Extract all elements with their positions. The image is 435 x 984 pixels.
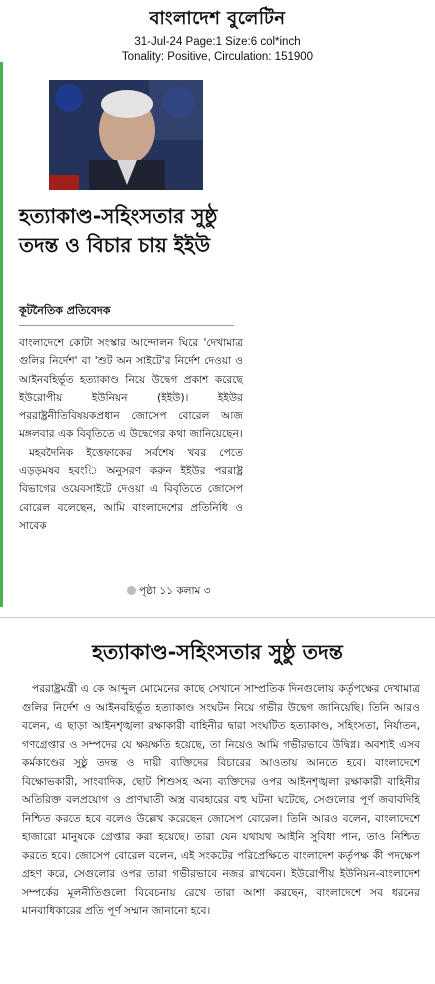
article-paragraph: মহবদৈনিক ইত্তেফাকের সর্বশেষ খবর পেতে এড়ড়মষব হবংি অনুসরণ করুন ইইউর পররাষ্ট্র বিভাগের ওয়েবসাইটে দেওয়া এ বিবৃতিতে জোসেপ বোরেল বলেছেন, আমি বাংলাদেশের প্রতিনিধি ও সাবেক [19, 446, 243, 532]
front-page-clip [0, 62, 248, 607]
newspaper-name: বাংলাদেশ বুলেটিন [149, 8, 286, 29]
continuation-body: পররাষ্ট্রমন্ত্রী এ কে আব্দুল মোমেনের কাছে সেখানে সাম্প্রতিক দিনগুলোয় কর্তৃপক্ষের দেখামাত্র গুলির নির্দেশ ও আইনবহির্ভূত হত্যাকাণ্ড সংঘটন নিয়ে গভীর উদ্বেগ জানিয়েছি। তিনি আরও বলেন, এ ছাড়া আইনশৃঙ্খলা রক্ষাকারী বাহিনীর দ্বারা সংঘটিত হত্যাকাণ্ড, সহিংসতা, নির্যাতন, গণগ্রেপ্তার ও সম্পদের যে ক্ষয়ক্ষতি হয়েছে, তা নিয়েও আমি গভীরভাবে উদ্বিগ্ন। অবশ্যই এসব কর্মকাণ্ডের সুষ্ঠু তদন্ত ও দায়ী ব্যক্তিদের বিচারের আওতায় আনতে হবে। বাংলাদেশে বিক্ষোভকারী, সাংবাদিক, ছোট শিশুসহ অন্য ব্যক্তিদের ওপর আইনশৃঙ্খলা রক্ষাকারী বাহিনীর অতিরিক্ত বলপ্রয়োগ ও প্রাণঘাতী অস্ত্র ব্যবহারের বহু ঘটনা ঘটেছে, সেগুলোর পূর্ণ জবাবদিহি নিশ্চিত করতে হবে বলেও উল্লেখ করেছেন জোসেপ বোরেল। তিনি আরও বলেন, বাংলাদেশে হাজারো মানুষকে গ্রেপ্তার করা হয়েছে। তারা যেন যথাযথ আইনি সুবিধা পান, তাও নিশ্চিত করতে হবে। জোসেপ বোরেল বলেন, এই সংকটের পরিপ্রেক্ষিতে বাংলাদেশ কর্তৃপক্ষ কী পদক্ষেপ গ্রহণ করে, সেগুলোর ওপর তারা গভীরভাবে নজর রাখবেন। ইউরোপীয় ইউনিয়ন-বাংলাদেশ সম্পর্কের মূলনীতিগুলো বিবেচনায় রেখে তারা আশা করছেন, বাংলাদেশে সব ধরনের মানবাধিকারের প্রতি পূর্ণ সম্মান জানানো হবে। [22, 683, 420, 917]
continuation-text: পৃষ্ঠা ১১ কলাম ৩ [139, 585, 211, 597]
continuation-note [127, 584, 211, 601]
headline: হত্যাকাণ্ড-সহিংসতার সুষ্ঠু তদন্ত ও বিচার চায় ইইউ [19, 204, 218, 257]
clip-divider [0, 617, 435, 618]
bullet-icon [127, 586, 136, 595]
byline: কূটনৈতিক প্রতিবেদক [19, 302, 234, 326]
clip-meta-date-size: 31-Jul-24 Page:1 Size:6 col*inch [134, 36, 301, 48]
article-paragraph: বাংলাদেশে কোটা সংস্কার আন্দোলন ঘিরে 'দেখামাত্র গুলির নির্দেশ' বা 'শুট অন সাইটে'র নির্দেশ দেওয়া ও আইনবহির্ভূত হত্যাকাণ্ড নিয়ে উদ্বেগ প্রকাশ করেছে ইউরোপীয় ইউনিয়ন (ইইউ)। ইইউর পররাষ্ট্রনীতিবিষয়কপ্রধান জোসেপ বোরেল আজ মঙ্গলবার এক বিবৃতিতে এ উদ্বেগের কথা জানিয়েছেন। [19, 337, 243, 441]
masthead [0, 4, 435, 65]
clip-meta-tonality-circulation: Tonality: Positive, Circulation: 151900 [121, 51, 314, 63]
continuation-headline: হত্যাকাণ্ড-সহিংসতার সুষ্ঠু তদন্ত [92, 640, 343, 664]
news-photo [49, 80, 203, 190]
article-body [19, 334, 243, 535]
